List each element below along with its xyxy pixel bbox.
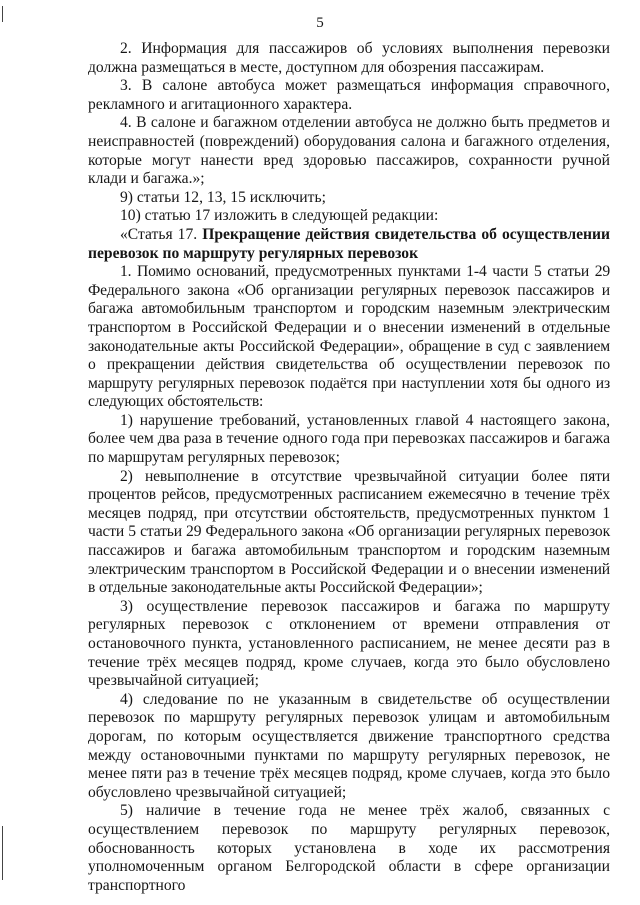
paragraph-item-4: 4) следование по не указанным в свидетельстве об осуществлении перевозок по маршруту регулярных перевозок улицам и автомобильным дорогам, по которым осуществляется движение транспортного средства между остановочными пунктами по маршруту регулярных перевозок, не менее пяти раз в течение трёх месяцев подряд, кроме случаев, когда это было обусловлено чрезвычайной ситуацией;	[88, 690, 610, 801]
article-17-prefix: «Статья 17.	[120, 225, 203, 243]
paragraph-amendment-9: 9) статьи 12, 13, 15 исключить;	[120, 188, 326, 206]
paragraph-bus-cabin: 4. В салоне и багажном отделении автобуса не должно быть предметов и неисправностей (повреждений) оборудования салона и багажного отделения, которые могут нанести вред здоровью пассажиров, сохранности ручной клади и багажа.»;	[88, 114, 610, 188]
document-body	[88, 40, 610, 895]
margin-mark-bottom	[2, 826, 3, 880]
article-17-heading	[88, 226, 610, 263]
paragraph-passenger-info: 2. Информация для пассажиров об условиях выполнения перевозки должна размещаться в месте, доступном для обозрения пассажирам.	[88, 40, 610, 76]
page-number: 5	[316, 15, 324, 31]
paragraph-item-5: 5) наличие в течение года не менее трёх жалоб, связанных с осуществлением перевозок по маршруту регулярных перевозок, обоснованность которых установлена в ходе их рассмотрения уполномоченным органом Белгородской области в сфере организации транспортного	[88, 802, 610, 894]
article-17-title: Прекращение действия свидетельства об осуществлении перевозок по маршруту регулярных перевозок	[88, 225, 611, 262]
paragraph-item-3: 3) осуществление перевозок пассажиров и багажа по маршруту регулярных перевозок с отклонением от времени отправления от остановочного пункта, установленного расписанием, не менее десяти раз в течение трёх месяцев подряд, кроме случаев, когда это было обусловлено чрезвычайной ситуацией;	[88, 597, 610, 690]
paragraph-amendment-10: 10) статью 17 изложить в следующей редакции:	[120, 207, 439, 225]
paragraph-bus-info: 3. В салоне автобуса может размещаться информация справочного, рекламного и агитационного характера.	[88, 77, 610, 113]
paragraph-article-17-part-1: 1. Помимо оснований, предусмотренных пунктами 1-4 части 5 статьи 29 Федерального закона «Об организации регулярных перевозок пассажиров и багажа автомобильным транспортом и городским наземным электрическим транспортом в Российской Федерации и о внесении изменений в отдельные законодательные акты Российской Федерации», обращение в суд с заявлением о прекращении действия свидетельства об осуществлении перевозок по маршруту регулярных перевозок подаётся при наступлении хотя бы одного из следующих обстоятельств:	[88, 263, 610, 411]
paragraph-item-1: 1) нарушение требований, установленных главой 4 настоящего закона, более чем два раза в течение одного года при перевозках пассажиров и багажа по маршрутам регулярных перевозок;	[88, 411, 610, 467]
paragraph-item-2: 2) невыполнение в отсутствие чрезвычайной ситуации более пяти процентов рейсов, предусмотренных расписанием ежемесячно в течение трёх месяцев подряд, при отсутствии обстоятельств, предусмотренных пунктом 1 части 5 статьи 29 Федерального закона «Об организации регулярных перевозок пассажиров и багажа автомобильным транспортом и городским наземным электрическим транспортом в Российской Федерации и о внесении изменений в отдельные законодательные акты Российской Федерации»;	[88, 467, 610, 597]
